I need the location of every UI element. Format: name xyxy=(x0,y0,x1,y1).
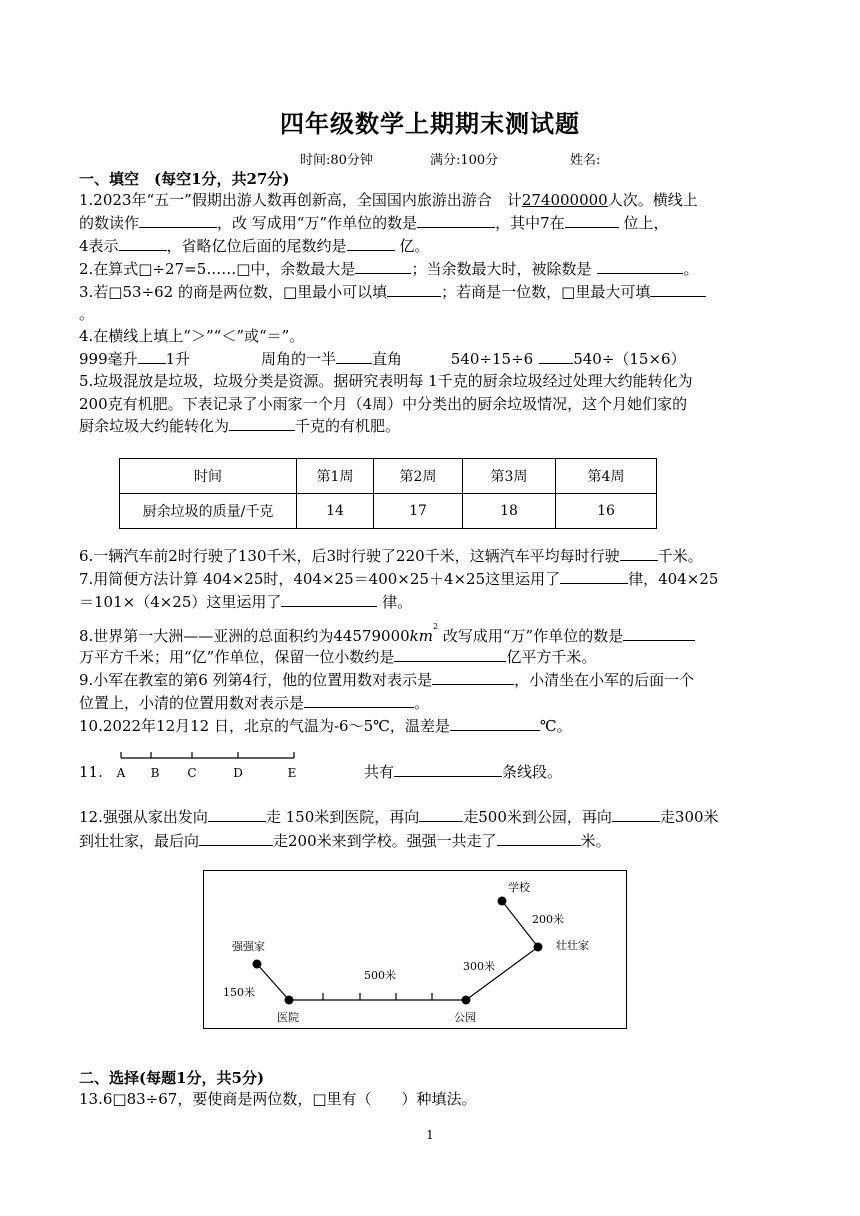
question-12-line-2 xyxy=(79,831,611,851)
q5-text-c: 厨余垃圾大约能转化为 xyxy=(79,417,230,435)
q9-text-a: 9.小军在教室的第6 列第4行，他的位置用数对表示是 xyxy=(79,671,433,689)
q7-text-d: 律。 xyxy=(377,593,413,611)
q2-text-c: 。 xyxy=(683,260,699,278)
q2-text-b: ；当余数最大时，被除数是 xyxy=(411,260,592,278)
q6-text-a: 6.一辆汽车前2时行驶了130千米，后3时行驶了220千米，这辆汽车平均每时行驶 xyxy=(79,547,620,565)
q6-text-b: 千米。 xyxy=(657,547,703,565)
answer-blank[interactable] xyxy=(417,213,495,228)
route-home-hospital xyxy=(257,964,289,1000)
answer-blank[interactable] xyxy=(336,349,372,364)
q1-text-i: 亿。 xyxy=(394,237,430,255)
point-label-b: B xyxy=(150,766,160,780)
answer-blank[interactable] xyxy=(229,416,295,431)
q2-text-a: 2.在算式□÷27=5……□中，余数最大是 xyxy=(79,260,356,278)
answer-blank[interactable] xyxy=(199,831,273,846)
distance-300: 300米 xyxy=(463,960,495,973)
answer-blank[interactable] xyxy=(612,807,660,822)
question-9-line-2 xyxy=(79,693,429,713)
answer-blank[interactable] xyxy=(432,670,514,685)
answer-blank[interactable] xyxy=(347,236,395,251)
question-5-line-3 xyxy=(79,416,400,436)
q8-text-c: 万平方千米；用“亿”作单位，保留一位小数约是 xyxy=(79,648,395,666)
distance-150: 150米 xyxy=(223,986,255,999)
garbage-table xyxy=(119,458,657,529)
q12-text-e: 到壮壮家，最后向 xyxy=(79,832,200,850)
point-label-c: C xyxy=(187,766,197,780)
q9-text-c: 位置上，小清的位置用数对表示是 xyxy=(79,694,305,712)
q4-item-2: 周角的一半 xyxy=(260,350,336,368)
q12-text-g: 米。 xyxy=(580,832,611,850)
point-label-e: E xyxy=(287,766,297,780)
q3-text-b: ；若商是一位数，□里最大可填 xyxy=(441,283,651,301)
q4-item-3-right: 540÷（15×6） xyxy=(573,350,686,368)
table-cell: 14 xyxy=(297,494,374,529)
q8-text-b: 改写成用“万”作单位的数是 xyxy=(438,627,624,645)
answer-blank[interactable] xyxy=(138,349,166,364)
q7-text-a: 7.用简便方法计算 404×25时，404×25＝400×25＋4×25这里运用了 xyxy=(79,570,561,588)
q4-item-2-right: 直角 xyxy=(371,350,402,368)
page-title: 四年级数学上期期末测试题 xyxy=(280,109,580,138)
answer-blank[interactable] xyxy=(623,626,695,641)
q7-text-c: ＝101×（4×25）这里运用了 xyxy=(79,593,282,611)
segment-figure xyxy=(110,746,310,782)
q4-item-3: 540÷15÷6 xyxy=(450,350,534,368)
answer-blank[interactable] xyxy=(450,716,540,731)
question-6 xyxy=(79,546,703,566)
route-park-zz xyxy=(466,947,538,1000)
question-11-answer xyxy=(364,762,562,782)
hospital-label: 医院 xyxy=(277,1011,299,1024)
table-cell: 时间 xyxy=(120,459,297,494)
point-label-d: D xyxy=(233,766,243,780)
q1-text-h: ，省略亿位后面的尾数约是 xyxy=(166,237,347,255)
question-1-line-1 xyxy=(79,190,698,210)
q11-text-a: 共有 xyxy=(364,763,395,781)
table-cell: 17 xyxy=(374,494,463,529)
question-2 xyxy=(79,259,698,279)
question-5-line-1: 5.垃圾混放是垃圾，垃圾分类是资源。据研究表明每 1千克的厨余垃圾经过处理大约能转化为 xyxy=(79,372,693,390)
table-cell: 第3周 xyxy=(463,459,556,494)
question-7-line-2 xyxy=(79,592,412,612)
table-header-row xyxy=(120,459,657,494)
table-cell: 第2周 xyxy=(374,459,463,494)
q9-text-d: 。 xyxy=(414,694,430,712)
q12-text-c: 走500米到公园，再向 xyxy=(463,808,612,826)
answer-blank[interactable] xyxy=(281,592,377,607)
answer-blank[interactable] xyxy=(387,282,441,297)
section-2-heading: 二、选择(每题1分，共5分) xyxy=(79,1069,265,1087)
answer-blank[interactable] xyxy=(304,693,414,708)
q7-text-b: 律，404×25 xyxy=(628,570,719,588)
question-1-line-2 xyxy=(79,213,668,233)
question-4-items xyxy=(79,349,686,369)
question-13: 13.6□83÷67，要使商是两位数，□里有（ ）种填法。 xyxy=(79,1090,477,1108)
hospital-dot xyxy=(285,996,294,1005)
table-row xyxy=(120,494,657,529)
answer-blank[interactable] xyxy=(139,213,217,228)
home-dot xyxy=(253,960,262,969)
q1-text-d: ，改 写成用“万”作单位的数是 xyxy=(217,214,418,232)
q8-text-a: 8.世界第一大洲——亚洲的总面积约为44579000 xyxy=(79,627,410,645)
q4-item-1: 999毫升 xyxy=(79,350,138,368)
name-label: 姓名: xyxy=(570,153,601,168)
answer-blank[interactable] xyxy=(497,831,581,846)
q3-text-a: 3.若□53÷62 的商是两位数，□里最小可以填 xyxy=(79,283,388,301)
question-8-line-1 xyxy=(79,623,695,646)
table-cell: 第4周 xyxy=(556,459,657,494)
question-7-line-1 xyxy=(79,569,718,589)
q1-text-c: 的数读作 xyxy=(79,214,140,232)
time-info: 时间:80分钟 xyxy=(300,153,373,168)
answer-blank[interactable] xyxy=(597,259,683,274)
table-cell: 16 xyxy=(556,494,657,529)
q4-item-1-right: 1升 xyxy=(165,350,191,368)
school-label: 学校 xyxy=(508,881,530,894)
answer-blank[interactable] xyxy=(208,807,266,822)
q8-unit: km xyxy=(409,627,433,645)
question-4: 4.在横线上填上“＞”“＜”或“＝”。 xyxy=(79,327,305,345)
q12-text-b: 走 150米到医院，再向 xyxy=(265,808,420,826)
q10-text-a: 10.2022年12月12 日，北京的气温为-6～5℃，温差是 xyxy=(79,717,450,735)
answer-blank[interactable] xyxy=(620,546,658,561)
q1-text-g: 4表示 xyxy=(79,237,119,255)
table-cell: 厨余垃圾的质量/千克 xyxy=(120,494,297,529)
q12-text-d: 走300米 xyxy=(659,808,719,826)
question-3 xyxy=(79,282,706,302)
question-8-line-2 xyxy=(79,647,596,667)
table-cell: 第1周 xyxy=(297,459,374,494)
answer-blank[interactable] xyxy=(565,213,619,228)
answer-blank[interactable] xyxy=(539,349,573,364)
zz-home-dot xyxy=(534,943,543,952)
q5-text-d: 千克的有机肥。 xyxy=(295,417,401,435)
answer-blank[interactable] xyxy=(419,807,463,822)
q12-text-f: 走200米来到学校。强强一共走了 xyxy=(273,832,497,850)
q10-text-b: ℃。 xyxy=(539,717,572,735)
q1-text-b: 人次。横线上 xyxy=(607,191,698,209)
distance-500: 500米 xyxy=(364,969,396,982)
q8-superscript: 2 xyxy=(433,622,439,631)
q11-text-b: 条线段。 xyxy=(502,763,563,781)
school-dot xyxy=(498,897,507,906)
question-10 xyxy=(79,716,572,736)
q1-text-f: 位上， xyxy=(618,214,669,232)
question-1-line-3 xyxy=(79,236,429,256)
section-1-heading: 一、填空 (每空1分，共27分) xyxy=(79,170,290,188)
table-cell: 18 xyxy=(463,494,556,529)
q12-text-a: 12.强强从家出发向 xyxy=(79,808,208,826)
q1-text-e: ，其中7在 xyxy=(495,214,565,232)
q1-text-a: 1.2023年“五一”假期出游人数再创新高，全国国内旅游出游合 计 xyxy=(79,191,522,209)
q9-text-b: ，小清坐在小军的后面一个 xyxy=(514,671,695,689)
score-info: 满分:100分 xyxy=(430,153,499,168)
zz-home-label: 壮壮家 xyxy=(556,939,589,952)
point-label-a: A xyxy=(116,766,126,780)
answer-blank[interactable] xyxy=(560,569,628,584)
answer-blank[interactable] xyxy=(394,647,506,662)
question-9-line-1 xyxy=(79,670,694,690)
question-12-line-1 xyxy=(79,807,719,827)
home-label: 强强家 xyxy=(232,940,265,953)
route-map xyxy=(203,870,627,1030)
question-11-number: 11. xyxy=(79,763,103,781)
answer-blank[interactable] xyxy=(650,282,706,297)
page-number: 1 xyxy=(426,1128,434,1142)
answer-blank[interactable] xyxy=(394,762,502,777)
park-label: 公园 xyxy=(454,1011,476,1024)
answer-blank[interactable] xyxy=(119,236,167,251)
park-dot xyxy=(462,996,471,1005)
question-3-end: 。 xyxy=(79,305,95,323)
question-5-line-2: 200克有机肥。下表记录了小雨家一个月（4周）中分类出的厨余垃圾情况，这个月她们家的 xyxy=(79,395,688,413)
distance-200: 200米 xyxy=(532,913,564,926)
answer-blank[interactable] xyxy=(355,259,411,274)
q1-number: 274000000 xyxy=(521,191,608,209)
q8-text-d: 亿平方千米。 xyxy=(506,648,597,666)
